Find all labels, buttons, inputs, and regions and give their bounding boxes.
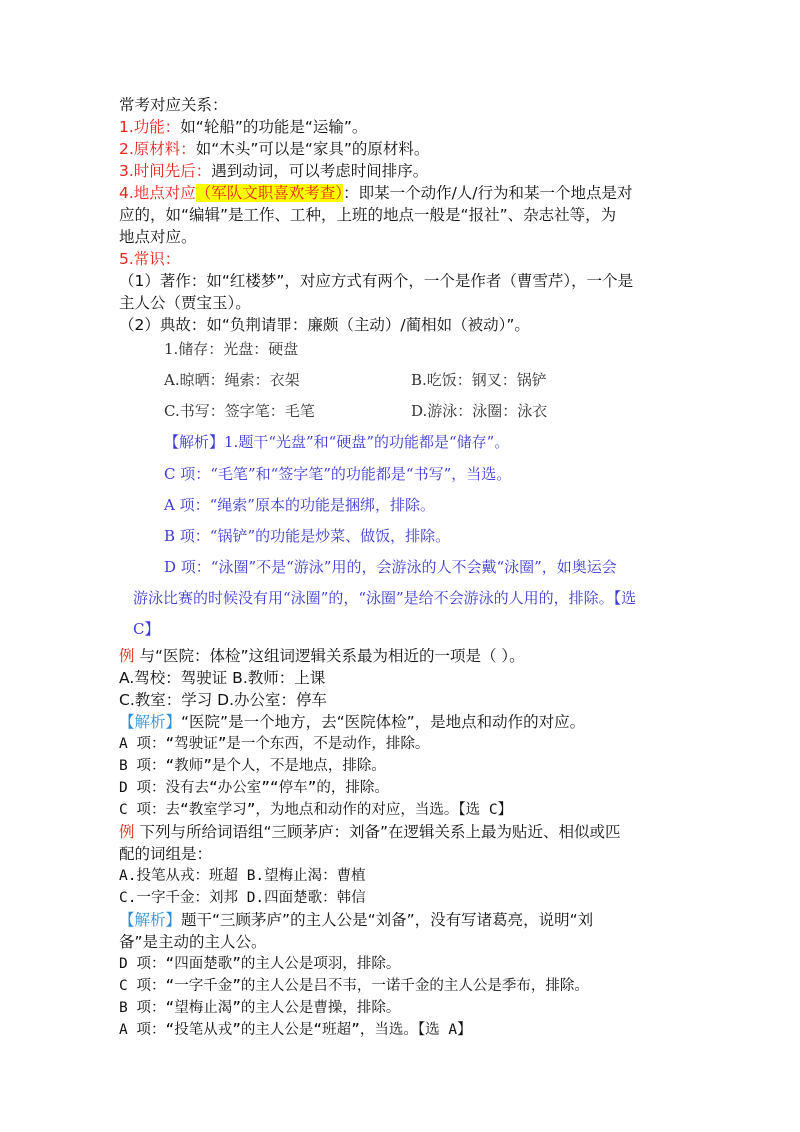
- example2-analysis: [119, 910, 593, 931]
- item-time-label: 3.时间先后：: [119, 162, 212, 180]
- example2-analysis-tag: 【解析】: [119, 911, 182, 929]
- example2-line-2: C 项：“一字千金”的主人公是吕不韦，一诺千金的主人公是季布，排除。: [119, 978, 589, 994]
- item-place: [119, 183, 633, 204]
- example1-line-2: B 项：“教师”是个人，不是地点，排除。: [119, 758, 386, 774]
- item-place-text2: 应的，如“编辑”是工作、工种，上班的地点一般是“报社”、杂志社等，为: [119, 206, 617, 224]
- item-place-highlight: （军队文职喜欢考查）: [195, 184, 344, 202]
- example1-analysis: [119, 712, 585, 733]
- quiz-analysis-text-1: 1.题干“光盘”和“硬盘”的功能都是“储存”。: [224, 433, 510, 451]
- example1-question: [119, 646, 525, 667]
- common-line-3: （2）典故：如“负荆请罪：廉颇（主动）/蔺相如（被动）”。: [119, 316, 530, 334]
- item-function: [119, 117, 367, 138]
- quiz-option-a: A.晾晒：绳索：衣架: [164, 371, 300, 389]
- item-material-text: 如“木头”可以是“家具”的原材料。: [195, 140, 430, 158]
- quiz-analysis-tag: 【解析】: [164, 433, 225, 451]
- item-material: [119, 139, 429, 160]
- quiz-analysis-4: B 项：“锅铲”的功能是炒菜、做饭，排除。: [164, 527, 451, 545]
- item-place-label: 4.地点对应: [119, 184, 196, 202]
- quiz-analysis-2: C 项：“毛笔”和“签字笔”的功能都是“书写”，当选。: [164, 465, 512, 483]
- example2-question: [119, 822, 621, 843]
- item-common-label: 5.常识：: [119, 250, 181, 268]
- item-function-label: 1.功能：: [119, 118, 181, 136]
- example1-options-ab: A.驾校：驾驶证 B.教师：上课: [119, 669, 326, 687]
- quiz-option-d: D.游泳：泳圈：泳衣: [411, 402, 548, 420]
- quiz-analysis-7: C】: [133, 620, 160, 638]
- example1-tag: 例: [119, 647, 135, 665]
- example2-question-2: 配的词组是：: [119, 845, 213, 863]
- example1-line-1: A 项：“驾驶证”是一个东西，不是动作，排除。: [119, 736, 430, 752]
- item-function-text: 如“轮船”的功能是“运输”。: [180, 118, 368, 136]
- quiz-analysis-1: [164, 432, 509, 452]
- example2-question-text: 下列与所给词语组“三顾茅庐：刘备”在逻辑关系上最为贴近、相似或匹: [134, 823, 621, 841]
- quiz-option-b: B.吃饭：钢叉：锅铲: [411, 371, 547, 389]
- item-time-text: 遇到动词，可以考虑时间排序。: [211, 162, 429, 180]
- item-material-label: 2.原材料：: [119, 140, 196, 158]
- example1-line-3: D 项：没有去“办公室”“停车”的，排除。: [119, 780, 389, 796]
- example2-tag: 例: [119, 823, 135, 841]
- example1-question-text: 与“医院：体检”这组词逻辑关系最为相近的一项是（ ）。: [134, 647, 525, 665]
- quiz-analysis-3: A 项：“绳索”原本的功能是捆绑，排除。: [164, 496, 435, 514]
- example1-analysis-tag: 【解析】: [119, 713, 182, 731]
- example1-options-cd: C.教室：学习 D.办公室：停车: [119, 691, 328, 709]
- example2-line-3: B 项：“望梅止渴”的主人公是曹操，排除。: [119, 1000, 401, 1016]
- common-line-1: （1）著作：如“红楼梦”，对应方式有两个，一个是作者（曹雪芹），一个是: [119, 272, 634, 290]
- quiz-option-c: C.书写：签字笔：毛笔: [164, 402, 315, 420]
- example2-options-cd: C.一字千金：刘邦 D.四面楚歌：韩信: [119, 890, 366, 906]
- example1-analysis-text: “医院”是一个地方，去“医院体检”，是地点和动作的对应。: [181, 713, 586, 731]
- intro-heading: 常考对应关系：: [119, 96, 228, 114]
- example2-line-1: D 项：“四面楚歌”的主人公是项羽，排除。: [119, 956, 401, 972]
- common-line-2: 主人公（贾宝玉）。: [119, 294, 251, 312]
- example2-line-4: A 项：“投笔从戎”的主人公是“班超”，当选。【选 A】: [119, 1022, 472, 1038]
- example2-options-ab: A.投笔从戎：班超 B.望梅止渴：曹植: [119, 868, 366, 884]
- item-place-text: ：即某一个动作/人/行为和某一个地点是对: [343, 184, 633, 202]
- item-time: [119, 161, 428, 182]
- quiz-analysis-5: D 项：“泳圈”不是“游泳”用的，会游泳的人不会戴“泳圈”，如奥运会: [164, 558, 617, 576]
- quiz-stem: 1.储存：光盘：硬盘: [164, 340, 299, 358]
- example2-analysis-2: 备”是主动的主人公。: [119, 933, 267, 951]
- example1-line-4: C 项：去“教室学习”，为地点和动作的对应，当选。【选 C】: [119, 802, 513, 818]
- item-place-text3: 地点对应。: [119, 228, 197, 246]
- quiz-analysis-6: 游泳比赛的时候没有用“泳圈”的，“泳圈”是给不会游泳的人用的，排除。【选: [133, 589, 637, 607]
- example2-analysis-text: 题干“三顾茅庐”的主人公是“刘备”，没有写诸葛亮，说明“刘: [181, 911, 594, 929]
